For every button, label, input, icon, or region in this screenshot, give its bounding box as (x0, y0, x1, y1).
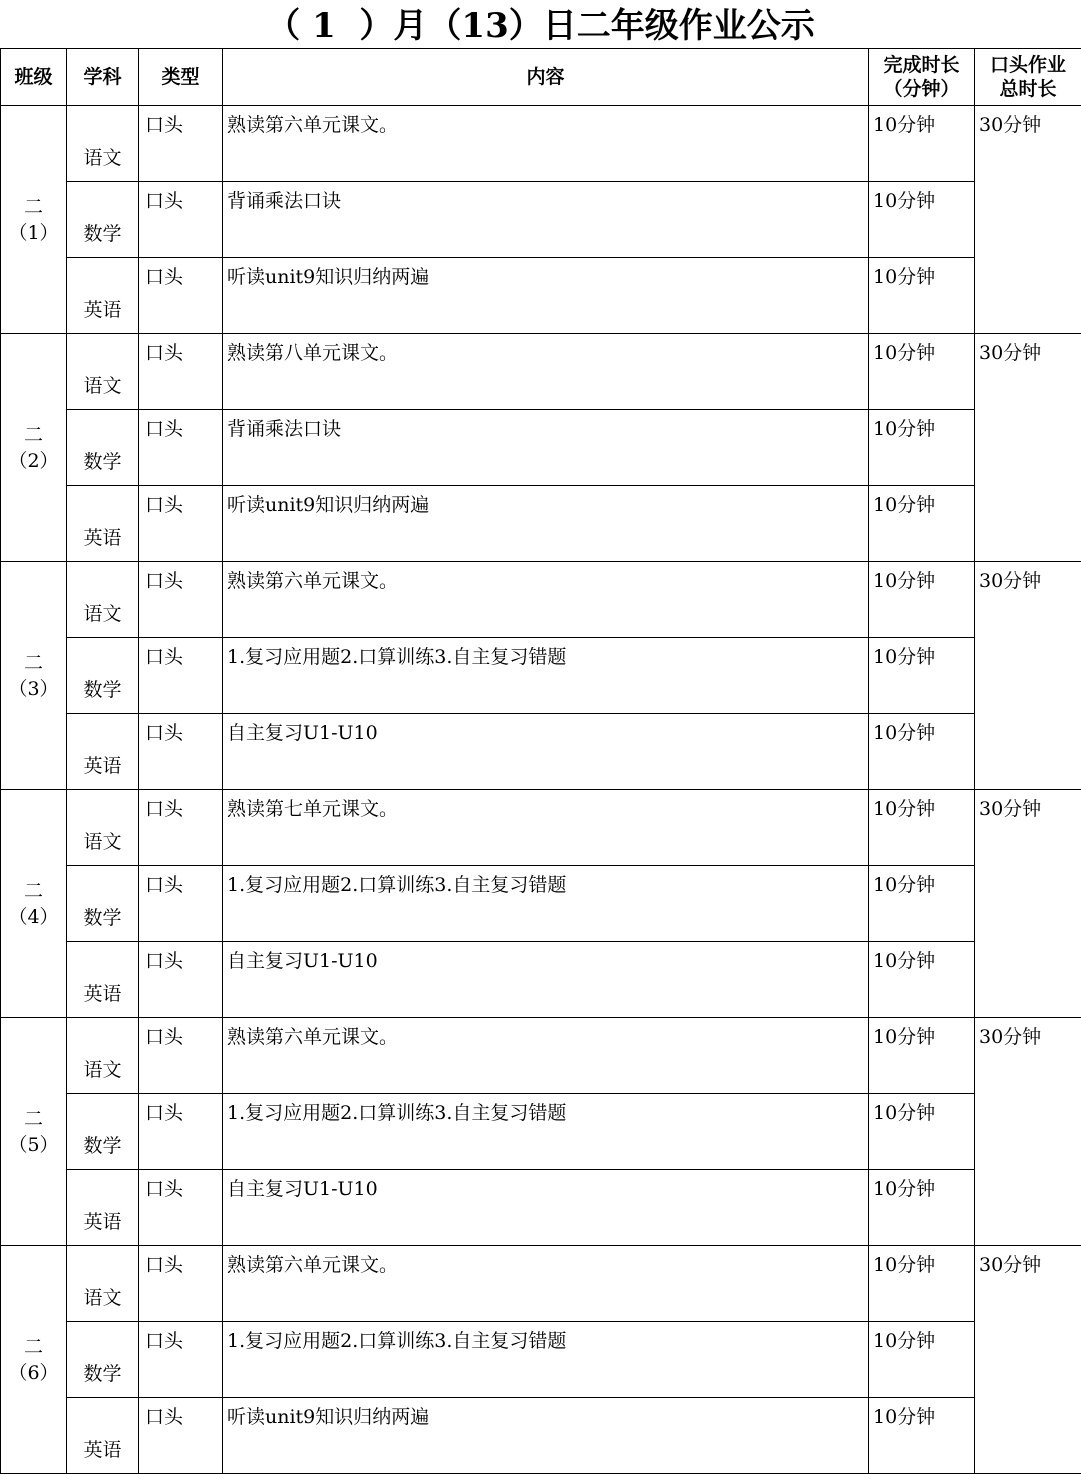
table-row (1, 334, 1081, 410)
content-cell: 听读unit9知识归纳两遍 (223, 1398, 869, 1474)
table-body (1, 106, 1081, 1474)
subject-cell: 数学 (67, 182, 139, 258)
table-row (1, 1018, 1081, 1094)
subject-cell: 语文 (67, 1018, 139, 1094)
table-row (1, 258, 1081, 334)
subject-cell: 英语 (67, 942, 139, 1018)
class-cell (1, 1246, 67, 1474)
duration-cell: 10分钟 (869, 410, 975, 486)
table-row (1, 106, 1081, 182)
header-duration-line: （分钟） (869, 77, 974, 101)
content-cell: 听读unit9知识归纳两遍 (223, 486, 869, 562)
duration-cell: 10分钟 (869, 258, 975, 334)
class-cell (1, 334, 67, 562)
header-type: 类型 (139, 49, 223, 106)
class-cell (1, 1018, 67, 1246)
header-duration-line: 完成时长 (869, 53, 974, 77)
type-cell: 口头 (139, 1094, 223, 1170)
class-grade-label: 二 (1, 650, 66, 676)
subject-cell: 数学 (67, 1322, 139, 1398)
duration-cell: 10分钟 (869, 790, 975, 866)
type-cell: 口头 (139, 562, 223, 638)
duration-cell: 10分钟 (869, 334, 975, 410)
subject-cell: 英语 (67, 1398, 139, 1474)
duration-cell: 10分钟 (869, 1018, 975, 1094)
subject-cell: 英语 (67, 486, 139, 562)
duration-cell: 10分钟 (869, 1094, 975, 1170)
homework-table (0, 48, 1081, 1474)
table-row (1, 638, 1081, 714)
class-grade-label: 二 (1, 194, 66, 220)
type-cell: 口头 (139, 1170, 223, 1246)
header-total-line: 口头作业 (975, 53, 1081, 77)
type-cell: 口头 (139, 182, 223, 258)
type-cell: 口头 (139, 866, 223, 942)
total-duration-cell: 30分钟 (975, 1018, 1081, 1246)
type-cell: 口头 (139, 1018, 223, 1094)
type-cell: 口头 (139, 334, 223, 410)
class-number-label: （4） (1, 904, 66, 930)
total-duration-cell: 30分钟 (975, 1246, 1081, 1474)
content-cell: 背诵乘法口诀 (223, 182, 869, 258)
type-cell: 口头 (139, 942, 223, 1018)
subject-cell: 数学 (67, 410, 139, 486)
subject-cell: 语文 (67, 1246, 139, 1322)
subject-cell: 语文 (67, 106, 139, 182)
type-cell: 口头 (139, 486, 223, 562)
table-row (1, 942, 1081, 1018)
type-cell: 口头 (139, 106, 223, 182)
header-subject: 学科 (67, 49, 139, 106)
content-cell: 熟读第六单元课文。 (223, 562, 869, 638)
subject-cell: 英语 (67, 258, 139, 334)
table-row (1, 1398, 1081, 1474)
duration-cell: 10分钟 (869, 942, 975, 1018)
table-row (1, 866, 1081, 942)
content-cell: 熟读第六单元课文。 (223, 106, 869, 182)
subject-cell: 数学 (67, 866, 139, 942)
duration-cell: 10分钟 (869, 486, 975, 562)
subject-cell: 语文 (67, 334, 139, 410)
content-cell: 1.复习应用题2.口算训练3.自主复习错题 (223, 1322, 869, 1398)
header-class: 班级 (1, 49, 67, 106)
total-duration-cell: 30分钟 (975, 334, 1081, 562)
table-row (1, 1094, 1081, 1170)
type-cell: 口头 (139, 1398, 223, 1474)
type-cell: 口头 (139, 638, 223, 714)
duration-cell: 10分钟 (869, 106, 975, 182)
total-duration-cell: 30分钟 (975, 106, 1081, 334)
page-title: （ 1 ）月（13）日二年级作业公示 (0, 0, 1081, 48)
duration-cell: 10分钟 (869, 866, 975, 942)
subject-cell: 数学 (67, 638, 139, 714)
table-row (1, 790, 1081, 866)
type-cell: 口头 (139, 1322, 223, 1398)
content-cell: 熟读第八单元课文。 (223, 334, 869, 410)
total-duration-cell: 30分钟 (975, 562, 1081, 790)
duration-cell: 10分钟 (869, 1398, 975, 1474)
class-number-label: （6） (1, 1360, 66, 1386)
duration-cell: 10分钟 (869, 638, 975, 714)
class-grade-label: 二 (1, 878, 66, 904)
subject-cell: 语文 (67, 562, 139, 638)
header-row (1, 49, 1081, 106)
content-cell: 熟读第六单元课文。 (223, 1018, 869, 1094)
class-number-label: （5） (1, 1132, 66, 1158)
header-total-line: 总时长 (975, 77, 1081, 101)
table-row (1, 410, 1081, 486)
content-cell: 自主复习U1-U10 (223, 1170, 869, 1246)
subject-cell: 数学 (67, 1094, 139, 1170)
subject-cell: 语文 (67, 790, 139, 866)
header-total (975, 49, 1081, 106)
table-row (1, 1322, 1081, 1398)
type-cell: 口头 (139, 1246, 223, 1322)
table-row (1, 714, 1081, 790)
table-row (1, 1170, 1081, 1246)
content-cell: 自主复习U1-U10 (223, 942, 869, 1018)
content-cell: 1.复习应用题2.口算训练3.自主复习错题 (223, 866, 869, 942)
duration-cell: 10分钟 (869, 1322, 975, 1398)
class-cell (1, 562, 67, 790)
content-cell: 1.复习应用题2.口算训练3.自主复习错题 (223, 638, 869, 714)
duration-cell: 10分钟 (869, 182, 975, 258)
table-row (1, 562, 1081, 638)
class-grade-label: 二 (1, 1106, 66, 1132)
table-row (1, 182, 1081, 258)
subject-cell: 英语 (67, 1170, 139, 1246)
header-duration (869, 49, 975, 106)
content-cell: 自主复习U1-U10 (223, 714, 869, 790)
class-grade-label: 二 (1, 1334, 66, 1360)
subject-cell: 英语 (67, 714, 139, 790)
class-number-label: （2） (1, 448, 66, 474)
duration-cell: 10分钟 (869, 714, 975, 790)
class-number-label: （1） (1, 220, 66, 246)
content-cell: 1.复习应用题2.口算训练3.自主复习错题 (223, 1094, 869, 1170)
content-cell: 熟读第七单元课文。 (223, 790, 869, 866)
header-content: 内容 (223, 49, 869, 106)
type-cell: 口头 (139, 790, 223, 866)
class-number-label: （3） (1, 676, 66, 702)
class-grade-label: 二 (1, 422, 66, 448)
table-row (1, 486, 1081, 562)
type-cell: 口头 (139, 714, 223, 790)
duration-cell: 10分钟 (869, 562, 975, 638)
total-duration-cell: 30分钟 (975, 790, 1081, 1018)
type-cell: 口头 (139, 258, 223, 334)
class-cell (1, 106, 67, 334)
content-cell: 熟读第六单元课文。 (223, 1246, 869, 1322)
class-cell (1, 790, 67, 1018)
duration-cell: 10分钟 (869, 1246, 975, 1322)
type-cell: 口头 (139, 410, 223, 486)
table-row (1, 1246, 1081, 1322)
content-cell: 背诵乘法口诀 (223, 410, 869, 486)
content-cell: 听读unit9知识归纳两遍 (223, 258, 869, 334)
duration-cell: 10分钟 (869, 1170, 975, 1246)
